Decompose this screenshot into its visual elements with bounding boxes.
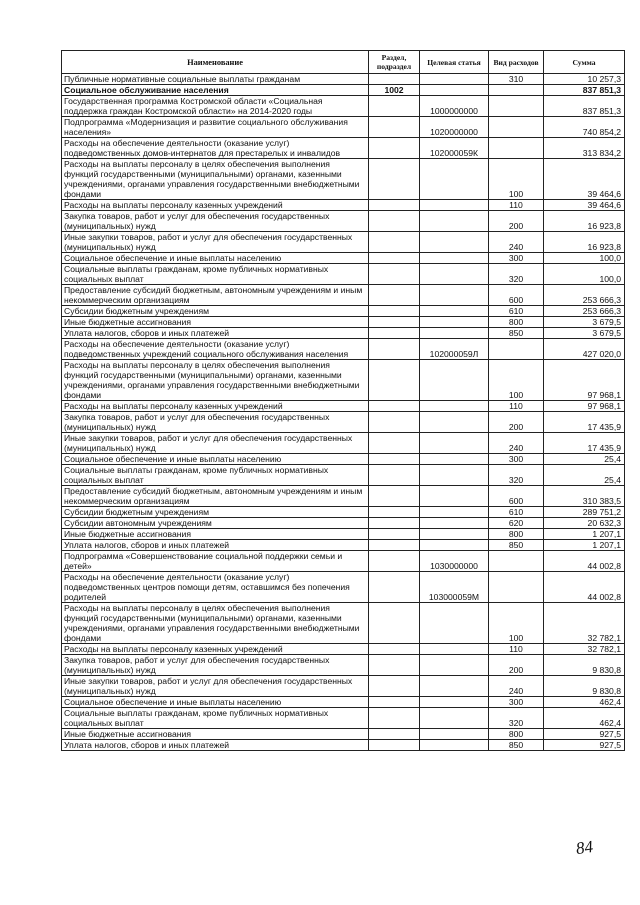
table-row	[62, 697, 625, 708]
row-section-cell	[369, 465, 420, 486]
table-row	[62, 253, 625, 264]
row-type-cell: 850	[489, 740, 544, 751]
row-target-cell	[420, 507, 489, 518]
row-sum-cell: 97 968,1	[544, 360, 625, 401]
row-section-cell	[369, 729, 420, 740]
row-sum-cell: 17 435,9	[544, 412, 625, 433]
row-type-cell	[489, 339, 544, 360]
table-header	[62, 51, 625, 74]
table-row	[62, 85, 625, 96]
row-target-cell	[420, 644, 489, 655]
row-target-cell	[420, 676, 489, 697]
row-sum-cell: 1 207,1	[544, 529, 625, 540]
row-target-cell	[420, 540, 489, 551]
table-row	[62, 232, 625, 253]
row-sum-cell: 3 679,5	[544, 328, 625, 339]
row-target-cell	[420, 211, 489, 232]
row-name-cell: Расходы на выплаты персоналу казенных учреждений	[62, 401, 369, 412]
row-section-cell	[369, 507, 420, 518]
row-section-cell	[369, 74, 420, 85]
table-row	[62, 96, 625, 117]
row-sum-cell: 16 923,8	[544, 232, 625, 253]
row-section-cell	[369, 412, 420, 433]
row-target-cell	[420, 529, 489, 540]
row-type-cell: 110	[489, 401, 544, 412]
row-target-cell	[420, 708, 489, 729]
row-section-cell	[369, 740, 420, 751]
row-target-cell: 1030000000	[420, 551, 489, 572]
row-name-cell: Расходы на обеспечение деятельности (оказание услуг) подведомственных центров помощи детям, оставшимся без попечения родителей	[62, 572, 369, 603]
row-name-cell: Социальное обеспечение и иные выплаты населению	[62, 454, 369, 465]
row-type-cell: 110	[489, 644, 544, 655]
table-row	[62, 486, 625, 507]
row-section-cell	[369, 529, 420, 540]
table-row	[62, 603, 625, 644]
table-row	[62, 328, 625, 339]
row-target-cell: 102000059Л	[420, 339, 489, 360]
row-target-cell	[420, 486, 489, 507]
row-section-cell	[369, 200, 420, 211]
row-name-cell: Расходы на выплаты персоналу казенных учреждений	[62, 644, 369, 655]
row-section-cell	[369, 401, 420, 412]
row-type-cell	[489, 551, 544, 572]
row-type-cell: 800	[489, 529, 544, 540]
row-section-cell	[369, 454, 420, 465]
row-name-cell: Субсидии бюджетным учреждениям	[62, 306, 369, 317]
row-type-cell: 100	[489, 360, 544, 401]
row-section-cell: 1002	[369, 85, 420, 96]
row-sum-cell: 100,0	[544, 253, 625, 264]
row-sum-cell: 16 923,8	[544, 211, 625, 232]
row-type-cell: 300	[489, 697, 544, 708]
row-target-cell	[420, 285, 489, 306]
table-row	[62, 644, 625, 655]
row-name-cell: Уплата налогов, сборов и иных платежей	[62, 540, 369, 551]
table-row	[62, 540, 625, 551]
row-section-cell	[369, 644, 420, 655]
row-type-cell: 240	[489, 232, 544, 253]
header-section: Раздел, подраздел	[369, 51, 420, 74]
row-target-cell	[420, 465, 489, 486]
table-row	[62, 138, 625, 159]
row-name-cell: Расходы на обеспечение деятельности (оказание услуг) подведомственных домов-интернатов для престарелых и инвалидов	[62, 138, 369, 159]
row-name-cell: Социальное обеспечение и иные выплаты населению	[62, 697, 369, 708]
table-row	[62, 433, 625, 454]
row-target-cell	[420, 159, 489, 200]
budget-table	[61, 50, 625, 751]
row-name-cell: Расходы на выплаты персоналу казенных учреждений	[62, 200, 369, 211]
row-section-cell	[369, 572, 420, 603]
row-sum-cell: 25,4	[544, 465, 625, 486]
row-type-cell: 850	[489, 328, 544, 339]
row-name-cell: Социальные выплаты гражданам, кроме публичных нормативных социальных выплат	[62, 264, 369, 285]
row-type-cell: 200	[489, 655, 544, 676]
row-section-cell	[369, 306, 420, 317]
table-row	[62, 285, 625, 306]
row-section-cell	[369, 232, 420, 253]
row-sum-cell: 462,4	[544, 708, 625, 729]
row-sum-cell: 39 464,6	[544, 159, 625, 200]
row-sum-cell: 837 851,3	[544, 85, 625, 96]
table-row	[62, 729, 625, 740]
row-target-cell	[420, 454, 489, 465]
row-sum-cell: 289 751,2	[544, 507, 625, 518]
row-target-cell	[420, 328, 489, 339]
row-type-cell: 100	[489, 159, 544, 200]
row-sum-cell: 313 834,2	[544, 138, 625, 159]
row-name-cell: Иные закупки товаров, работ и услуг для обеспечения государственных (муниципальных) нужд	[62, 676, 369, 697]
table-row	[62, 412, 625, 433]
row-target-cell	[420, 306, 489, 317]
row-target-cell	[420, 401, 489, 412]
row-section-cell	[369, 697, 420, 708]
row-sum-cell: 44 002,8	[544, 551, 625, 572]
row-section-cell	[369, 655, 420, 676]
row-type-cell: 240	[489, 433, 544, 454]
row-name-cell: Социальное обеспечение и иные выплаты населению	[62, 253, 369, 264]
table-row	[62, 401, 625, 412]
row-section-cell	[369, 339, 420, 360]
header-type: Вид расходов	[489, 51, 544, 74]
row-target-cell	[420, 697, 489, 708]
row-sum-cell: 837 851,3	[544, 96, 625, 117]
table-row	[62, 200, 625, 211]
table-row	[62, 465, 625, 486]
row-sum-cell: 462,4	[544, 697, 625, 708]
table-row	[62, 518, 625, 529]
row-name-cell: Иные закупки товаров, работ и услуг для обеспечения государственных (муниципальных) нужд	[62, 433, 369, 454]
row-type-cell	[489, 572, 544, 603]
table-body	[62, 74, 625, 751]
row-name-cell: Социальное обслуживание населения	[62, 85, 369, 96]
row-section-cell	[369, 551, 420, 572]
row-name-cell: Уплата налогов, сборов и иных платежей	[62, 740, 369, 751]
row-target-cell	[420, 200, 489, 211]
row-section-cell	[369, 433, 420, 454]
row-sum-cell: 100,0	[544, 264, 625, 285]
row-type-cell: 610	[489, 306, 544, 317]
row-section-cell	[369, 486, 420, 507]
row-type-cell: 100	[489, 603, 544, 644]
row-name-cell: Иные бюджетные ассигнования	[62, 729, 369, 740]
table-row	[62, 74, 625, 85]
row-sum-cell: 740 854,2	[544, 117, 625, 138]
row-name-cell: Субсидии автономным учреждениям	[62, 518, 369, 529]
row-target-cell	[420, 518, 489, 529]
row-name-cell: Публичные нормативные социальные выплаты гражданам	[62, 74, 369, 85]
row-sum-cell: 39 464,6	[544, 200, 625, 211]
row-type-cell	[489, 85, 544, 96]
table-row	[62, 360, 625, 401]
row-name-cell: Расходы на выплаты персоналу в целях обеспечения выполнения функций государственными (муниципальными) органами, казенными учреждениями, органами управления государственными внебюджетными фондами	[62, 603, 369, 644]
row-section-cell	[369, 211, 420, 232]
table-row	[62, 454, 625, 465]
row-target-cell: 102000059К	[420, 138, 489, 159]
row-section-cell	[369, 264, 420, 285]
row-name-cell: Уплата налогов, сборов и иных платежей	[62, 328, 369, 339]
row-target-cell: 1020000000	[420, 117, 489, 138]
header-target: Целевая статья	[420, 51, 489, 74]
page-number: 84	[574, 836, 595, 859]
row-target-cell	[420, 729, 489, 740]
table-row	[62, 317, 625, 328]
table-row	[62, 708, 625, 729]
row-name-cell: Социальные выплаты гражданам, кроме публичных нормативных социальных выплат	[62, 708, 369, 729]
row-section-cell	[369, 138, 420, 159]
row-section-cell	[369, 360, 420, 401]
row-target-cell	[420, 253, 489, 264]
row-target-cell	[420, 74, 489, 85]
row-type-cell: 200	[489, 211, 544, 232]
row-name-cell: Расходы на обеспечение деятельности (оказание услуг) подведомственных учреждений социального обслуживания населения	[62, 339, 369, 360]
row-section-cell	[369, 253, 420, 264]
table-row	[62, 655, 625, 676]
row-section-cell	[369, 117, 420, 138]
row-type-cell	[489, 138, 544, 159]
row-name-cell: Предоставление субсидий бюджетным, автономным учреждениям и иным некоммерческим организациям	[62, 486, 369, 507]
row-type-cell: 850	[489, 540, 544, 551]
row-name-cell: Иные бюджетные ассигнования	[62, 317, 369, 328]
row-name-cell: Закупка товаров, работ и услуг для обеспечения государственных (муниципальных) нужд	[62, 412, 369, 433]
table-row	[62, 572, 625, 603]
row-section-cell	[369, 518, 420, 529]
row-target-cell: 1000000000	[420, 96, 489, 117]
row-section-cell	[369, 676, 420, 697]
row-target-cell	[420, 740, 489, 751]
table-row	[62, 306, 625, 317]
row-name-cell: Социальные выплаты гражданам, кроме публичных нормативных социальных выплат	[62, 465, 369, 486]
row-sum-cell: 927,5	[544, 729, 625, 740]
row-name-cell: Подпрограмма «Совершенствование социальной поддержки семьи и детей»	[62, 551, 369, 572]
table-row	[62, 507, 625, 518]
table-row	[62, 159, 625, 200]
row-type-cell: 320	[489, 708, 544, 729]
row-target-cell	[420, 317, 489, 328]
row-sum-cell: 20 632,3	[544, 518, 625, 529]
row-sum-cell: 10 257,3	[544, 74, 625, 85]
row-name-cell: Иные бюджетные ассигнования	[62, 529, 369, 540]
row-sum-cell: 9 830,8	[544, 676, 625, 697]
row-sum-cell: 97 968,1	[544, 401, 625, 412]
row-type-cell: 600	[489, 486, 544, 507]
row-type-cell	[489, 117, 544, 138]
row-sum-cell: 3 679,5	[544, 317, 625, 328]
row-section-cell	[369, 603, 420, 644]
row-section-cell	[369, 708, 420, 729]
row-target-cell	[420, 232, 489, 253]
row-name-cell: Государственная программа Костромской области «Социальная поддержка граждан Костромской области» на 2014-2020 годы	[62, 96, 369, 117]
table-row	[62, 117, 625, 138]
row-target-cell	[420, 360, 489, 401]
row-name-cell: Расходы на выплаты персоналу в целях обеспечения выполнения функций государственными (муниципальными) органами, казенными учреждениями, органами управления государственными внебюджетными фондами	[62, 159, 369, 200]
row-section-cell	[369, 159, 420, 200]
row-type-cell: 320	[489, 264, 544, 285]
row-type-cell: 310	[489, 74, 544, 85]
row-type-cell: 800	[489, 729, 544, 740]
table-row	[62, 676, 625, 697]
row-target-cell	[420, 264, 489, 285]
row-sum-cell: 1 207,1	[544, 540, 625, 551]
row-name-cell: Закупка товаров, работ и услуг для обеспечения государственных (муниципальных) нужд	[62, 655, 369, 676]
row-target-cell: 103000059М	[420, 572, 489, 603]
row-type-cell: 110	[489, 200, 544, 211]
table-row	[62, 211, 625, 232]
row-type-cell: 240	[489, 676, 544, 697]
row-name-cell: Подпрограмма «Модернизация и развитие социального обслуживания населения»	[62, 117, 369, 138]
row-type-cell: 620	[489, 518, 544, 529]
row-sum-cell: 9 830,8	[544, 655, 625, 676]
row-type-cell: 200	[489, 412, 544, 433]
row-sum-cell: 253 666,3	[544, 285, 625, 306]
row-sum-cell: 17 435,9	[544, 433, 625, 454]
row-sum-cell: 44 002,8	[544, 572, 625, 603]
header-name: Наименование	[62, 51, 369, 74]
row-target-cell	[420, 655, 489, 676]
table-row	[62, 740, 625, 751]
header-sum: Сумма	[544, 51, 625, 74]
row-target-cell	[420, 603, 489, 644]
header-row	[62, 51, 625, 74]
row-target-cell	[420, 433, 489, 454]
row-sum-cell: 427 020,0	[544, 339, 625, 360]
table-row	[62, 264, 625, 285]
row-type-cell: 800	[489, 317, 544, 328]
row-type-cell	[489, 96, 544, 117]
table-row	[62, 551, 625, 572]
row-name-cell: Предоставление субсидий бюджетным, автономным учреждениям и иным некоммерческим организациям	[62, 285, 369, 306]
table-row	[62, 529, 625, 540]
row-type-cell: 600	[489, 285, 544, 306]
row-type-cell: 300	[489, 253, 544, 264]
row-name-cell: Закупка товаров, работ и услуг для обеспечения государственных (муниципальных) нужд	[62, 211, 369, 232]
row-section-cell	[369, 328, 420, 339]
row-section-cell	[369, 285, 420, 306]
row-sum-cell: 25,4	[544, 454, 625, 465]
row-name-cell: Иные закупки товаров, работ и услуг для обеспечения государственных (муниципальных) нужд	[62, 232, 369, 253]
row-section-cell	[369, 96, 420, 117]
row-target-cell	[420, 85, 489, 96]
row-section-cell	[369, 317, 420, 328]
row-name-cell: Субсидии бюджетным учреждениям	[62, 507, 369, 518]
row-name-cell: Расходы на выплаты персоналу в целях обеспечения выполнения функций государственными (муниципальными) органами, казенными учреждениями, органами управления государственными внебюджетными фондами	[62, 360, 369, 401]
row-type-cell: 320	[489, 465, 544, 486]
row-sum-cell: 32 782,1	[544, 603, 625, 644]
row-sum-cell: 310 383,5	[544, 486, 625, 507]
row-section-cell	[369, 540, 420, 551]
row-sum-cell: 32 782,1	[544, 644, 625, 655]
row-type-cell: 610	[489, 507, 544, 518]
row-sum-cell: 253 666,3	[544, 306, 625, 317]
table-row	[62, 339, 625, 360]
row-type-cell: 300	[489, 454, 544, 465]
row-target-cell	[420, 412, 489, 433]
row-sum-cell: 927,5	[544, 740, 625, 751]
